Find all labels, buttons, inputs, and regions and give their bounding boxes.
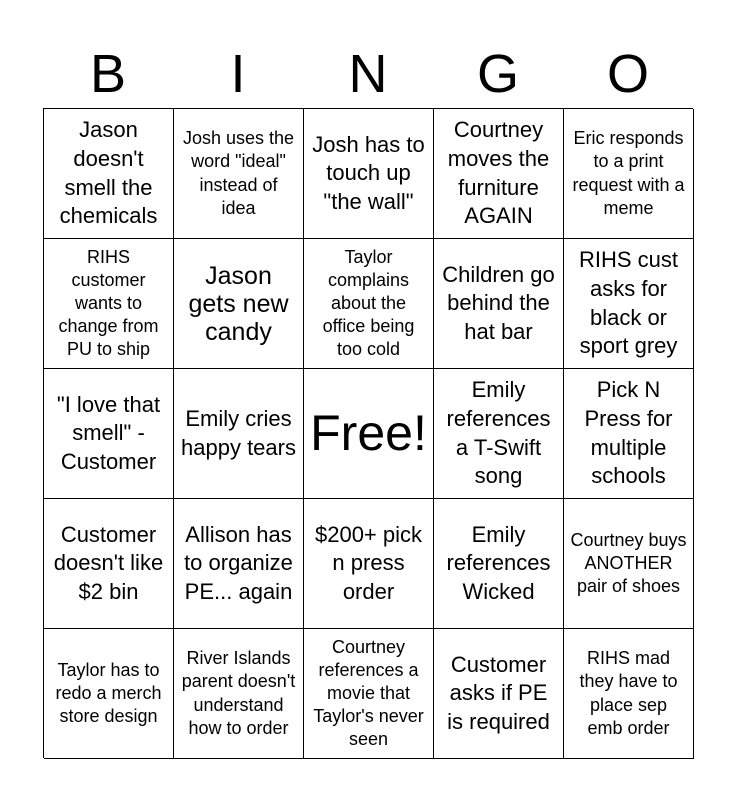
bingo-cell[interactable] [44, 239, 174, 369]
bingo-cell-text: $200+ pick n press order [314, 521, 423, 604]
bingo-free-cell[interactable] [304, 369, 434, 499]
bingo-cell[interactable] [564, 239, 694, 369]
bingo-cell[interactable] [44, 369, 174, 499]
bingo-cell[interactable] [44, 629, 174, 759]
bingo-cell-text: Josh uses the word "ideal" instead of idea [182, 128, 295, 218]
bingo-cell-text: Josh has to touch up "the wall" [312, 131, 425, 214]
bingo-cell-text: Allison has to organize PE... again [184, 521, 293, 604]
bingo-cell-text: RIHS cust asks for black or sport grey [578, 247, 679, 359]
bingo-cell[interactable] [174, 629, 304, 759]
bingo-cell-text: Pick N Press for multiple schools [584, 377, 673, 489]
bingo-cell[interactable] [44, 109, 174, 239]
bingo-cell[interactable] [174, 499, 304, 629]
bingo-free-text: Free! [310, 405, 427, 461]
bingo-cell[interactable] [174, 369, 304, 499]
bingo-cell[interactable] [44, 499, 174, 629]
bingo-cell-text: Customer asks if PE is required [447, 651, 550, 734]
bingo-cell[interactable] [564, 109, 694, 239]
bingo-cell[interactable] [304, 109, 434, 239]
bingo-cell[interactable] [434, 109, 564, 239]
bingo-cell-text: Eric responds to a print request with a meme [572, 128, 685, 218]
bingo-cell-text: Courtney references a movie that Taylor's never seen [313, 636, 424, 750]
bingo-cell-text: Courtney buys ANOTHER pair of shoes [570, 529, 687, 597]
bingo-cell[interactable] [564, 629, 694, 759]
bingo-letter-n: N [348, 44, 388, 104]
bingo-letter-b: B [89, 44, 127, 104]
bingo-cell-text: Emily cries happy tears [181, 405, 296, 460]
bingo-cell-text: Jason gets new candy [188, 261, 289, 346]
bingo-cell-text: Jason doesn't smell the chemicals [59, 117, 158, 229]
bingo-cell[interactable] [434, 369, 564, 499]
bingo-cell-text: RIHS customer wants to change from PU to ship [58, 246, 159, 360]
bingo-cell-text: Emily references a T-Swift song [446, 377, 551, 489]
bingo-cell-text: Customer doesn't like $2 bin [53, 521, 164, 604]
bingo-board [43, 108, 693, 758]
bingo-cell[interactable] [434, 629, 564, 759]
bingo-cell-text: Emily references Wicked [446, 521, 551, 604]
bingo-cell[interactable] [304, 499, 434, 629]
bingo-cell-text: Taylor has to redo a merch store design [55, 659, 162, 727]
bingo-cell[interactable] [564, 369, 694, 499]
bingo-cell-text: "I love that smell" - Customer [56, 391, 161, 474]
bingo-cell[interactable] [174, 239, 304, 369]
bingo-cell[interactable] [304, 629, 434, 759]
bingo-cell-text: River Islands parent doesn't understand how to order [181, 648, 296, 738]
bingo-cell[interactable] [304, 239, 434, 369]
bingo-cell-text: Children go behind the hat bar [442, 261, 555, 344]
bingo-letter-i: I [230, 44, 246, 104]
bingo-cell[interactable] [174, 109, 304, 239]
bingo-cell[interactable] [564, 499, 694, 629]
bingo-cell[interactable] [434, 499, 564, 629]
bingo-cell-text: Courtney moves the furniture AGAIN [447, 117, 550, 229]
bingo-cell-text: Taylor complains about the office being too cold [322, 246, 415, 360]
bingo-letter-g: G [476, 44, 519, 104]
bingo-cell-text: RIHS mad they have to place sep emb order [579, 648, 678, 738]
bingo-letter-o: O [606, 44, 649, 104]
bingo-header [43, 40, 693, 108]
bingo-cell[interactable] [434, 239, 564, 369]
